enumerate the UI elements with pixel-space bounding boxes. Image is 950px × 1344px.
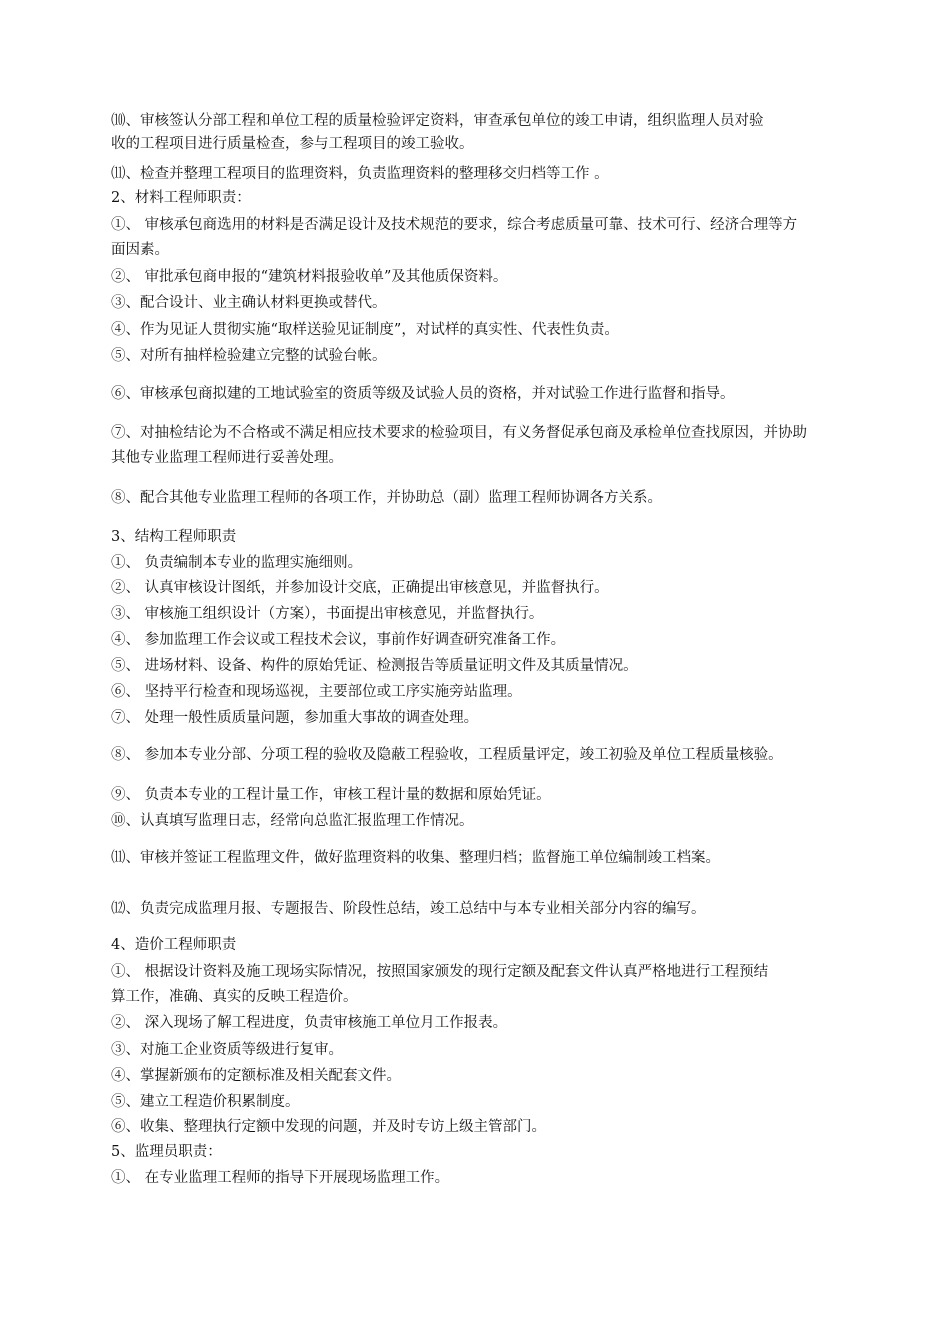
section-heading: 3、结构工程师职责 <box>111 529 237 545</box>
text-line: ⑥、 坚持平行检查和现场巡视，主要部位或工序实施旁站监理。 <box>111 684 522 700</box>
text-line: 其他专业监理工程师进行妥善处理。 <box>111 450 343 466</box>
text-line: ③、配合设计、业主确认材料更换或替代。 <box>111 295 387 311</box>
text-line: ⑤、建立工程造价积累制度。 <box>111 1094 300 1110</box>
text-line: ⑦、 处理一般性质质量问题，参加重大事故的调查处理。 <box>111 710 479 726</box>
text-line: ④、掌握新颁布的定额标准及相关配套文件。 <box>111 1068 401 1084</box>
text-line: ⑽、审核签认分部工程和单位工程的质量检验评定资料，审查承包单位的竣工申请，组织监理人员对验 <box>111 113 764 129</box>
text-line: ③、对施工企业资质等级进行复审。 <box>111 1042 343 1058</box>
text-line: ⑥、收集、整理执行定额中发现的问题，并及时专访上级主管部门。 <box>111 1119 546 1135</box>
text-line: ①、 根据设计资料及施工现场实际情况，按照国家颁发的现行定额及配套文件认真严格地进行工程预结 <box>111 964 769 980</box>
text-line: ③、 审核施工组织设计（方案），书面提出审核意见，并监督执行。 <box>111 606 544 622</box>
text-line: ⑦、对抽检结论为不合格或不满足相应技术要求的检验项目，有义务督促承包商及承检单位查找原因，并协助 <box>111 425 807 441</box>
section-heading: 2、材料工程师职责： <box>111 190 251 206</box>
text-line: ②、 审批承包商申报的“建筑材料报验收单”及其他质保资料。 <box>111 269 508 285</box>
text-line: ⑩、认真填写监理日志，经常向总监汇报监理工作情况。 <box>111 813 474 829</box>
text-line: ⑥、审核承包商拟建的工地试验室的资质等级及试验人员的资格，并对试验工作进行监督和指导。 <box>111 386 735 402</box>
text-line: ⑤、 进场材料、设备、构件的原始凭证、检测报告等质量证明文件及其质量情况。 <box>111 658 638 674</box>
text-line: ④、作为见证人贯彻实施“取样送验见证制度”，对试样的真实性、代表性负责。 <box>111 322 619 338</box>
text-line: ①、 在专业监理工程师的指导下开展现场监理工作。 <box>111 1170 450 1186</box>
section-heading: 4、造价工程师职责 <box>111 937 237 953</box>
text-line: ①、 负责编制本专业的监理实施细则。 <box>111 555 363 571</box>
text-line: ⑧、配合其他专业监理工程师的各项工作，并协助总（副）监理工程师协调各方关系。 <box>111 490 662 506</box>
text-line: 收的工程项目进行质量检查，参与工程项目的竣工验收。 <box>111 136 474 152</box>
text-line: ⑾、检查并整理工程项目的监理资料，负责监理资料的整理移交归档等工作 。 <box>111 166 609 182</box>
text-line: ④、 参加监理工作会议或工程技术会议，事前作好调查研究准备工作。 <box>111 632 566 648</box>
text-line: ⑧、 参加本专业分部、分项工程的验收及隐蔽工程验收，工程质量评定，竣工初验及单位工程质量核验。 <box>111 747 783 763</box>
text-line: ⑤、对所有抽样检验建立完整的试验台帐。 <box>111 348 387 364</box>
text-line: ②、 深入现场了解工程进度，负责审核施工单位月工作报表。 <box>111 1015 508 1031</box>
text-line: 面因素。 <box>111 242 169 258</box>
text-line: ①、 审核承包商选用的材料是否满足设计及技术规范的要求，综合考虑质量可靠、技术可行、经济合理等方 <box>111 217 798 233</box>
text-line: ⑨、 负责本专业的工程计量工作，审核工程计量的数据和原始凭证。 <box>111 787 551 803</box>
section-heading: 5、监理员职责： <box>111 1144 222 1160</box>
text-line: ⑾、审核并签证工程监理文件，做好监理资料的收集、整理归档；监督施工单位编制竣工档案。 <box>111 850 720 866</box>
text-line: 算工作，准确、真实的反映工程造价。 <box>111 989 358 1005</box>
text-line: ⑿、负责完成监理月报、专题报告、阶段性总结，竣工总结中与本专业相关部分内容的编写。 <box>111 901 706 917</box>
text-line: ②、 认真审核设计图纸，并参加设计交底，正确提出审核意见，并监督执行。 <box>111 580 609 596</box>
